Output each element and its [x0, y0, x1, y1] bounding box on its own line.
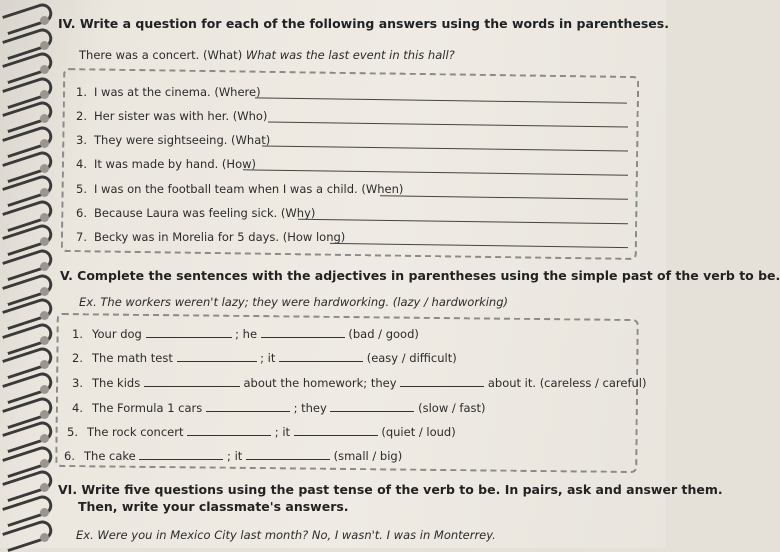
binding-hole — [40, 213, 49, 222]
answer-blank-1[interactable] — [146, 327, 232, 338]
item-adjectives: about it. (careless / careful) — [484, 376, 647, 390]
item-number: 3. — [72, 376, 83, 390]
answer-blank-1[interactable] — [187, 425, 271, 436]
item-subject: The Formula 1 cars — [92, 401, 206, 415]
item-text: I was at the cinema. (Where) — [94, 85, 261, 99]
section-5-heading: V. Complete the sentences with the adjectives in parentheses using the simple past of the verb to be. — [60, 268, 780, 283]
binding-hole — [40, 237, 49, 246]
item-text: They were sightseeing. (What) — [94, 133, 271, 147]
item-adjectives: (small / big) — [329, 449, 403, 463]
item-subject: Your dog — [92, 327, 146, 341]
item-number: 2. — [72, 351, 83, 365]
list-item — [76, 206, 315, 220]
item-text: I was on the football team when I was a child. (When) — [94, 182, 404, 196]
answer-blank-1[interactable] — [206, 401, 290, 412]
binding-hole — [40, 311, 49, 320]
example-prompt: There was a concert. (What) — [79, 48, 246, 62]
list-item — [72, 351, 457, 365]
item-text: Becky was in Morelia for 5 days. (How long) — [94, 230, 346, 244]
item-number: 6. — [76, 206, 87, 220]
spiral-binding — [0, 0, 58, 548]
item-subject: The math test — [92, 351, 177, 365]
list-item — [76, 85, 261, 99]
item-number: 2. — [76, 109, 87, 123]
binding-hole — [40, 41, 49, 50]
item-number: 4. — [76, 157, 87, 171]
list-item — [72, 327, 419, 341]
list-item — [76, 133, 270, 147]
item-text: Her sister was with her. (Who) — [94, 109, 268, 123]
item-adjectives: (quiet / loud) — [377, 425, 456, 439]
item-connector: ; it — [271, 425, 294, 439]
list-item — [64, 449, 402, 463]
binding-hole — [40, 65, 49, 74]
item-text: It was made by hand. (How) — [94, 157, 256, 171]
binding-hole — [40, 410, 49, 419]
answer-blank-2[interactable] — [279, 351, 363, 362]
item-number: 3. — [76, 133, 87, 147]
list-item — [76, 230, 345, 244]
binding-hole — [40, 385, 49, 394]
section-6-heading-line-2: Then, write your classmate's answers. — [78, 499, 349, 514]
binding-hole — [40, 459, 49, 468]
answer-blank-2[interactable] — [261, 327, 345, 338]
binding-hole — [40, 114, 49, 123]
item-number: 5. — [76, 182, 87, 196]
list-item — [72, 401, 486, 415]
item-number: 6. — [64, 449, 75, 463]
binding-hole — [40, 16, 49, 25]
list-item — [67, 425, 456, 439]
item-connector: ; it — [223, 449, 246, 463]
list-item — [76, 182, 403, 196]
list-item — [72, 376, 646, 390]
item-subject: The rock concert — [87, 425, 188, 439]
answer-blank-1[interactable] — [139, 449, 223, 460]
section-6-heading-line-1: VI. Write five questions using the past tense of the verb to be. In pairs, ask and answer them. — [58, 482, 723, 497]
binding-hole — [40, 336, 49, 345]
answer-blank-2[interactable] — [330, 401, 414, 412]
binding-hole — [40, 533, 49, 542]
binding-hole — [40, 164, 49, 173]
answer-blank-2[interactable] — [246, 449, 330, 460]
item-connector: ; he — [231, 327, 261, 341]
item-adjectives: (slow / fast) — [414, 401, 486, 415]
item-connector: about the homework; they — [239, 376, 401, 390]
item-subject: The cake — [84, 449, 140, 463]
item-number: 1. — [76, 85, 87, 99]
section-4-example — [79, 48, 455, 62]
binding-hole — [40, 90, 49, 99]
answer-blank-1[interactable] — [177, 351, 257, 362]
item-adjectives: (bad / good) — [344, 327, 419, 341]
binding-hole — [40, 262, 49, 271]
binding-hole — [40, 139, 49, 148]
item-number: 1. — [72, 327, 83, 341]
item-number: 7. — [76, 230, 87, 244]
binding-hole — [40, 360, 49, 369]
list-item — [76, 157, 256, 171]
binding-hole — [40, 434, 49, 443]
item-connector: ; they — [289, 401, 331, 415]
binding-hole — [40, 188, 49, 197]
item-connector: ; it — [256, 351, 280, 365]
answer-blank-1[interactable] — [144, 376, 240, 387]
example-answer: What was the last event in this hall? — [245, 48, 455, 62]
binding-hole — [40, 483, 49, 492]
section-5-example: Ex. The workers weren't lazy; they were hardworking. (lazy / hardworking) — [79, 295, 508, 309]
section-6-example: Ex. Were you in Mexico City last month? No, I wasn't. I was in Monterrey. — [76, 528, 496, 542]
item-number: 4. — [72, 401, 83, 415]
binding-hole — [40, 287, 49, 296]
answer-blank-2[interactable] — [400, 376, 484, 387]
list-item — [76, 109, 267, 123]
section-4-heading: IV. Write a question for each of the following answers using the words in parentheses. — [58, 16, 669, 31]
binding-hole — [40, 508, 49, 517]
item-adjectives: (easy / difficult) — [363, 351, 457, 365]
item-number: 5. — [67, 425, 78, 439]
item-text: Because Laura was feeling sick. (Why) — [94, 206, 316, 220]
item-subject: The kids — [92, 376, 144, 390]
answer-blank-2[interactable] — [294, 425, 378, 436]
